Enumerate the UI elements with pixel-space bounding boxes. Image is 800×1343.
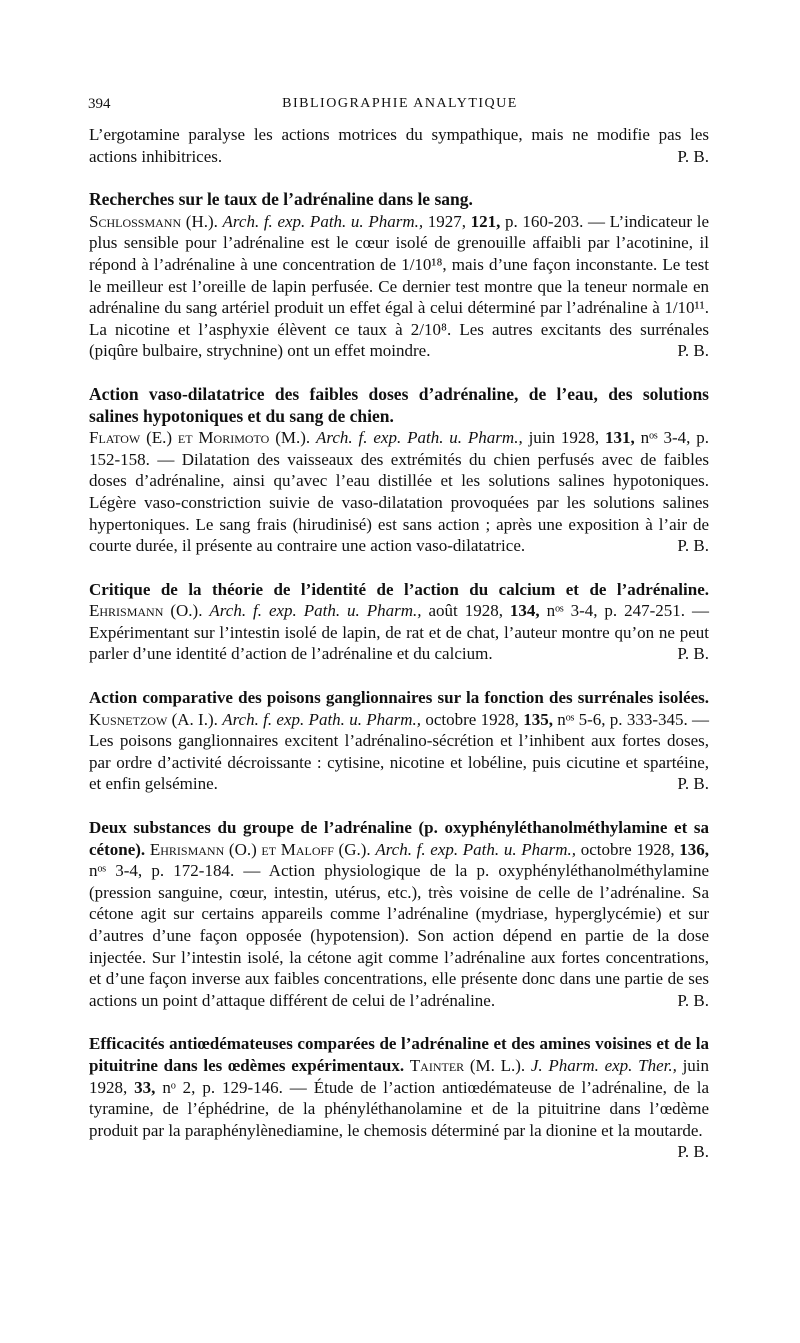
bibliography-entry <box>89 189 709 362</box>
entry-body: Action physiologique de la p. oxyphényléthanolméthylamine (pression sanguine, cœur, intestin, utérus, etc.), très voisine de celle de l’adrénaline. Sa cétone agit sur certains appareils comme l’adrénaline (mydriase, hyperglycémie) et sur d’autres d’une façon opposée (hypotension). Son action dépend en partie de la dose injectée. Sur l’intestin isolé, la cétone agit comme l’adrénaline aux fortes concentrations, et d’une façon inverse aux faibles concentrations, elle présente donc dans une partie de ses actions un point d’attaque différent de celui de l’adrénaline. <box>89 861 709 1010</box>
entry-author: Schlossmann (H.). <box>89 211 218 231</box>
entry-pages: nᵒ 2, p. 129-146. — <box>162 1077 307 1097</box>
entry-signature: P. B. <box>677 774 709 794</box>
page-number: 394 <box>88 96 111 112</box>
entry-pages: p. 160-203. — <box>505 211 605 231</box>
entry-body: L’ergotamine paralyse les actions motrices du sympathique, mais ne modifie pas les actions inhibitrices. <box>89 125 709 166</box>
bibliography-entry <box>89 1033 710 1162</box>
entry-body: Dilatation des vaisseaux des extrémités du chien perfusés avec de faibles doses d’adrénaline, ainsi qu’avec l’eau distillée et les solutions salines hypotoniques. Légère vaso-constriction suivie de vaso-dilatation provoquées par les solutions salines hypertoniques. Le sang frais (hirudinisé) est sans action ; après une exposition à l’air de courte durée, il présente au contraire une action vaso-dilatatrice. <box>89 449 710 556</box>
entry-body: Étude de l’action antiœdémateuse de l’adrénaline, de la tyramine, de l’éphédrine, de la phényléthanolamine et de la pituitrine dans l’œdème produit par la paraphénylènediamine, le chemosis déterminé par la dionine et la moutarde. <box>89 1077 710 1140</box>
bibliography-entry <box>89 817 709 1011</box>
bibliography-entry <box>89 124 709 167</box>
entry-journal: Arch. f. exp. Path. u. Pharm., <box>209 601 422 621</box>
entry-journal: Arch. f. exp. Path. u. Pharm., <box>316 428 523 448</box>
entry-signature: P. B. <box>677 146 709 166</box>
running-header <box>88 96 712 118</box>
entry-year: octobre 1928, <box>425 709 519 729</box>
entry-year: 1927, <box>427 211 466 231</box>
entry-volume: 131, <box>605 428 635 448</box>
entry-title: Action vaso-dilatatrice des faibles doses d’adrénaline, de l’eau, des solutions salines hypotoniques et du sang de chien. <box>89 383 709 426</box>
entry-year: juin 1928, <box>528 428 600 448</box>
bibliography-entry <box>89 384 709 557</box>
entry-author: Flatow (E.) et Morimoto (M.). <box>89 428 311 448</box>
entry-volume: 33, <box>134 1077 156 1097</box>
entry-title: Deux substances du groupe de l’adrénaline (p. oxyphényléthanolméthylamine et sa cétone). <box>89 818 709 859</box>
entry-body-paragraph <box>89 1033 710 1162</box>
entry-body-paragraph <box>89 817 709 1011</box>
entry-author: Ehrismann (O.). <box>89 601 203 621</box>
entry-journal: Arch. f. exp. Path. u. Pharm., <box>222 709 422 729</box>
entry-journal: Arch. f. exp. Path. u. Pharm., <box>222 211 424 231</box>
entry-body-paragraph <box>89 579 709 665</box>
entry-volume: 136, <box>679 839 710 859</box>
entry-body-paragraph <box>89 124 709 167</box>
entry-body-paragraph <box>89 211 709 362</box>
entry-pages: nᵒˢ 5-6, p. 333-345. — <box>557 709 710 729</box>
entry-journal: Arch. f. exp. Path. u. Pharm., <box>375 839 577 859</box>
entry-author: Kusnetzow (A. I.). <box>89 709 218 729</box>
bibliography-content <box>89 124 709 1163</box>
entry-title: Efficacités antiœdémateuses comparées de l’adrénaline et des amines voisines et de la pituitrine dans les œdèmes expérimentaux. <box>89 1034 709 1075</box>
entry-year: août 1928, <box>428 601 503 621</box>
entry-body-paragraph <box>89 427 709 557</box>
entry-signature: P. B. <box>677 341 709 361</box>
entry-title: Action comparative des poisons ganglionnaires sur la fonction des surrénales isolées. <box>89 688 709 708</box>
entry-title: Recherches sur le taux de l’adrénaline dans le sang. <box>89 189 473 210</box>
entry-volume: 121, <box>470 211 501 231</box>
entry-volume: 135, <box>523 709 553 729</box>
entry-signature: P. B. <box>677 1142 709 1162</box>
entry-body: Expérimentant sur l’intestin isolé de lapin, de rat et de chat, l’auteur montre qu’on ne peut parler d’une identité d’action de l’adrénaline et du calcium. <box>89 622 709 664</box>
entry-body-paragraph <box>89 687 709 795</box>
entry-signature: P. B. <box>677 536 709 556</box>
entry-author: Tainter (M. L.). <box>409 1055 526 1075</box>
entry-signature: P. B. <box>677 644 709 664</box>
entry-pages: nᵒˢ 3-4, p. 152-158. — <box>89 428 710 469</box>
entry-body: L’indicateur le plus sensible pour l’adrénaline est le cœur isolé de grenouille affaibli par l’acotinine, il répond à l’adrénaline à une concentration de 1/10¹⁸, mais d’une façon inconstante. Le test le meilleur est l’oreille de lapin perfusée. Ce dernier test montre que la teneur normale en adrénaline du sang artériel produit un effet égal à celui déterminé par l’adrénaline à 1/10¹¹. La nicotine et l’asphyxie élèvent ce taux à 2/10⁸. Les autres excitants des surrénales (piqûre bulbaire, strychnine) ont un effet moindre. <box>89 211 709 361</box>
entry-author: Ehrismann (O.) et Maloff (G.). <box>149 839 371 859</box>
running-title: BIBLIOGRAPHIE ANALYTIQUE <box>282 96 518 111</box>
entry-signature: P. B. <box>677 990 709 1010</box>
bibliography-entry <box>89 687 709 795</box>
entry-title: Critique de la théorie de l’identité de l’action du calcium et de l’adrénaline. <box>89 579 709 599</box>
entry-journal: J. Pharm. exp. Ther., <box>530 1055 677 1075</box>
entry-year: octobre 1928, <box>580 839 675 859</box>
entry-pages: nᵒˢ 3-4, p. 247-251. — <box>546 601 709 621</box>
entry-pages: nᵒˢ 3-4, p. 172-184. — <box>89 861 261 881</box>
entry-year: juin 1928, <box>89 1055 710 1097</box>
entry-volume: 134, <box>509 601 540 621</box>
bibliography-entry <box>89 579 709 665</box>
entry-body: Les poisons ganglionnaires excitent l’adrénalino-sécrétion et l’inhibent aux fortes doses, par ordre d’activité décroissante : cytisine, nicotine et lobéline, puis cicutine et spartéine, et enfin gelsémine. <box>89 731 709 794</box>
